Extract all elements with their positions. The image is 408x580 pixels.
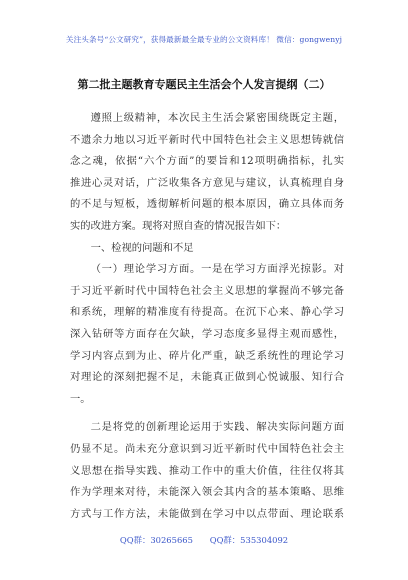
text-line: 方式与工作方法，未能做到在学习中以点带面、理论联系: [70, 507, 344, 520]
text-line: 学习内容点到为止、碎片化严重，缺乏系统性的理论学习: [70, 349, 344, 362]
text-line: 的不足与短板，透彻解析问题的根本原因，确立具体而务: [70, 198, 344, 211]
text-line: （一）理论学习方面。一是在学习方面浮光掠影。对: [90, 263, 344, 276]
paragraph-intro: [70, 108, 344, 238]
text-line: 不遗余力地以习近平新时代中国特色社会主义思想铸就信: [70, 133, 344, 146]
footer-qq-groups: QQ群：30265665 QQ群：535304092: [119, 535, 289, 545]
text-line: 遵照上级精神，本次民主生活会紧密围绕既定主题，: [90, 112, 344, 124]
document-body: [70, 108, 344, 525]
header-promo-note: 关注头条号“公文研究”，获得最新最全最专业的公文资料库！ 微信：gongwenyj: [65, 35, 343, 44]
text-line: 推进心灵对话，广泛收集各方意见与建议，认真梳理自身: [70, 176, 344, 189]
text-line: 义思想在指导实践、推动工作中的重大价值，往往仅将其: [70, 464, 344, 477]
paragraph-practice: [70, 417, 344, 525]
paragraph-gap: [70, 410, 344, 417]
section-heading: [70, 238, 344, 260]
text-line: 深入钻研等方面存在欠缺，学习态度多显得主观而感性，: [70, 327, 344, 340]
paragraph-theory-study: [70, 259, 344, 410]
text-line: 对理论的深刻把握不足，未能真正做到心悦诚服、知行合: [70, 371, 344, 384]
text-line: 作为学理来对待，未能深入领会其内含的基本策略、思维: [70, 486, 344, 499]
text-line: 于习近平新时代中国特色社会主义思想的掌握尚不够完备: [70, 284, 344, 297]
heading-line: 一、检视的问题和不足: [90, 241, 194, 254]
text-line: 仍显不足。尚未充分意识到习近平新时代中国特色社会主: [70, 442, 344, 455]
text-line: 一。: [70, 392, 91, 405]
text-line: 实的改进方案。现将对照自查的情况报告如下：: [70, 219, 287, 232]
text-line: 二是将党的创新理论运用于实践、解决实际问题方面: [90, 421, 344, 434]
text-line: 念之魂，依据“六个方面”的要旨和12项明确指标，扎实: [70, 155, 344, 168]
text-line: 和系统，理解的精准度有待提高。在沉下心来、静心学习: [70, 306, 344, 319]
page-title: 第二批主题教育专题民主生活会个人发言提纲（二）: [77, 78, 331, 91]
